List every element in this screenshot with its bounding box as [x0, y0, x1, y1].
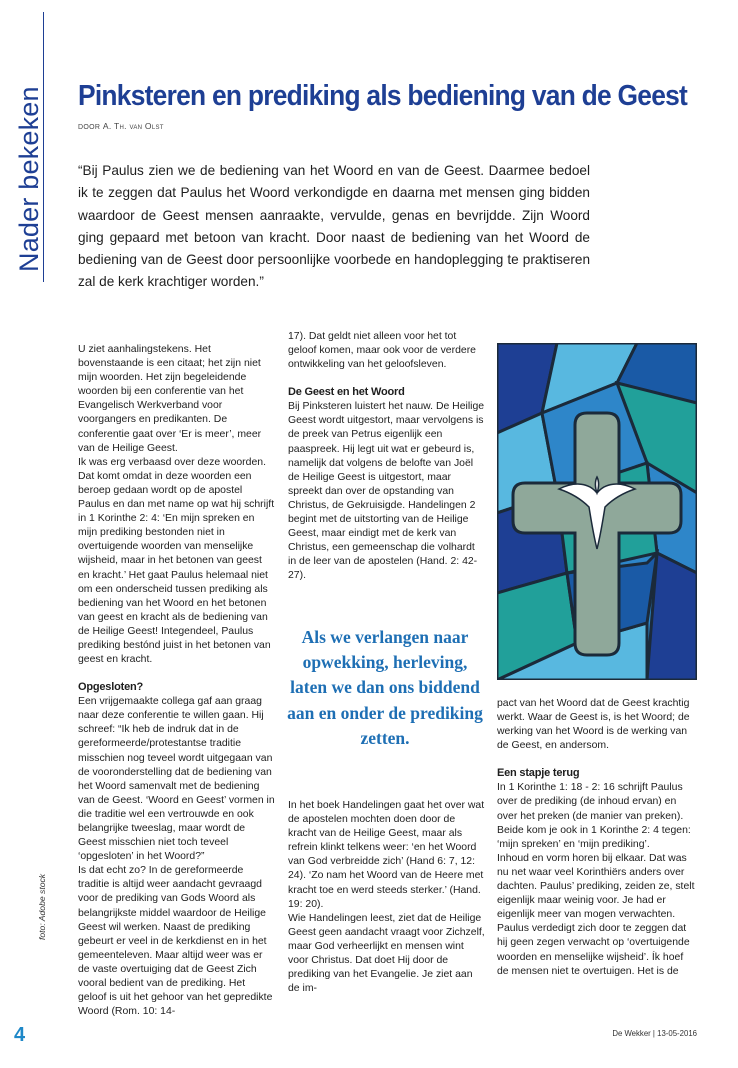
- paragraph: Ik was erg verbaasd over deze woorden. Dat komt omdat in deze woorden een beroep gedaan wordt op de apostel Paulus en dan met name op wat hij schrijft in 1 Korinthe 2: 4: ‘En mijn spreken en mijn prediking bestonden niet in overtuigende woorden van menselijke wijsheid, maar in het betonen van geest en kracht.’ Het gaat Paulus helemaal niet om een onderscheid tussen prediking als bediening van het Woord en het betonen van geest en kracht als de bediening van de Heilige Geest! Integendeel, Paulus prediking bestónd juist in het betonen van geest en kracht.: [78, 456, 275, 666]
- paragraph: pact van het Woord dat de Geest krachtig werkt. Waar de Geest is, is het Woord; de werking van het Woord is de werking van de Geest, en andersom.: [497, 698, 690, 752]
- paragraph: Is dat echt zo? In de gereformeerde traditie is altijd weer aandacht gevraagd voor de prediking van Gods Woord als belangrijkste middel waardoor de Heilige Geest wil werken. Naast de prediking gebeurt er veel in de kerkdienst en in het gemeenteleven. Maar altijd weer was er de vaste overtuiging dat de Geest Zich vooral bedient van de prediking. Het geloof is uit het gehoor van het gepredikte Woord (Rom. 10: 14-: [78, 865, 273, 1018]
- page-number: 4: [14, 1024, 26, 1046]
- article-title: Pinksteren en prediking als bediening van de Geest: [78, 80, 688, 112]
- stained-glass-image: [497, 343, 697, 680]
- pull-quote: Als we verlangen naar opwekking, herleving, laten we dan ons biddend aan en onder de prediking zetten.: [287, 627, 483, 748]
- paragraph: In het boek Handelingen gaat het over wat de apostelen mochten doen door de kracht van de Heilige Geest, maar als refrein klinkt telkens weer: ‘en het Woord van God verbreidde zich’ (Hand 6: 7, 12: 24). ‘Zo nam het Woord van de Heere met kracht toe en werd steeds sterker.’ (Hand. 19: 20).: [288, 800, 485, 910]
- section-label: Nader bekeken: [14, 86, 44, 272]
- byline-prefix: DOOR: [78, 124, 101, 131]
- paragraph: Inhoud en vorm horen bij elkaar. Dat was nu net waar veel Korinthiërs anders over dachten. Paulus’ prediking, zeiden ze, stelt eigenlijk maar weinig voor. Je had er eigenlijk meer van mogen verwachten. Paulus verdedigt zich door te zeggen dat hij geen zegen verwacht op ‘overtuigende woorden en menselijke wijsheid’. Ík hoef de mensen niet te overtuigen. Het is de: [497, 852, 695, 977]
- paragraph: In 1 Korinthe 1: 18 - 2: 16 schrijft Paulus over de prediking (de inhoud ervan) en over het preken (de manier van preken). Beide kom je ook in 1 Korinthe 2: 4 tegen: ‘mijn spreken’ en ‘mijn prediking’.: [497, 782, 691, 850]
- subheading-stapje-terug: Een stapje terug: [497, 767, 580, 780]
- paragraph: 17). Dat geldt niet alleen voor het tot geloof komen, maar ook voor de verdere ontwikkeling van het geloofsleven.: [288, 331, 476, 371]
- paragraph: Wie Handelingen leest, ziet dat de Heilige Geest geen aandacht vraagt voor Zichzelf, maar God verheerlijkt en mensen wint voor Christus. Dat doet Hij door de prediking van het Evangelie. Je ziet aan de im-: [288, 912, 485, 995]
- stained-glass-svg: [497, 343, 697, 680]
- footer-publication: De Wekker | 13-05-2016: [612, 1029, 697, 1038]
- intro-quote: “Bij Paulus zien we de bediening van het Woord en van de Geest. Daarmee bedoel ik te zeggen dat Paulus het Woord verkondigde en daarna met mensen ging bidden waardoor de Geest mensen aanraakte, vervulde, genas en bevrijdde. Zijn Woord ging gepaard met betoon van kracht. Door naast de bediening van het Woord de bediening van de Geest door persoonlijke voorbede en handoplegging te praktiseren zal de kerk krachtiger worden.”: [78, 163, 590, 290]
- column-2-top: [288, 330, 485, 584]
- subheading-geest-en-woord: De Geest en het Woord: [288, 386, 405, 399]
- photo-credit: foto: Adobe stock: [37, 873, 47, 940]
- column-3: [497, 697, 697, 979]
- byline: [78, 121, 164, 131]
- paragraph: Een vrijgemaakte collega gaf aan graag naar deze conferentie te willen gaan. Hij schreef: “Ik heb de indruk dat in de gereformeerde/protestantse traditie misschien nog teveel wordt uitgegaan van de vooronderstelling dat de bediening van het Woord samenvalt met de bediening van de Geest. ‘Woord en Geest’ vormen in die traditie wel een vertrouwde en ook belangrijke tweeslag, maar wordt de Geest misschien niet toch teveel ‘opgesloten’ in het Woord?”: [78, 696, 275, 863]
- paragraph: Bij Pinksteren luistert het nauw. De Heilige Geest wordt uitgestort, maar vervolgens is de preek van Petrus eigenlijk een paaspreek. Hij legt uit wat er gebeurd is, namelijk dat volgens de belofte van Joël de Heilige Geest is uitgestort, maar spreekt dan over de opstanding van Christus, de Gekruisigde. Handelingen 2 begint met de uitstorting van de Heilige Geest, maar eindigt met de kerk van Christus, een gemeenschap die volhardt in de leer van de apostelen (Hand. 2: 42-27).: [288, 401, 485, 582]
- paragraph: U ziet aanhalingstekens. Het bovenstaande is een citaat; het zijn niet mijn woorden. Het zijn begeleidende woorden bij een conferentie van het Evangelisch Werkverband voor voorgangers en predikanten. De conferentie gaat over ‘Er is meer’, meer van de Heilige Geest.: [78, 344, 262, 454]
- column-1: [78, 343, 275, 1019]
- byline-author: A. Th. van Olst: [102, 121, 164, 131]
- column-2-bottom: [288, 799, 485, 996]
- subheading-opgesloten: Opgesloten?: [78, 681, 144, 694]
